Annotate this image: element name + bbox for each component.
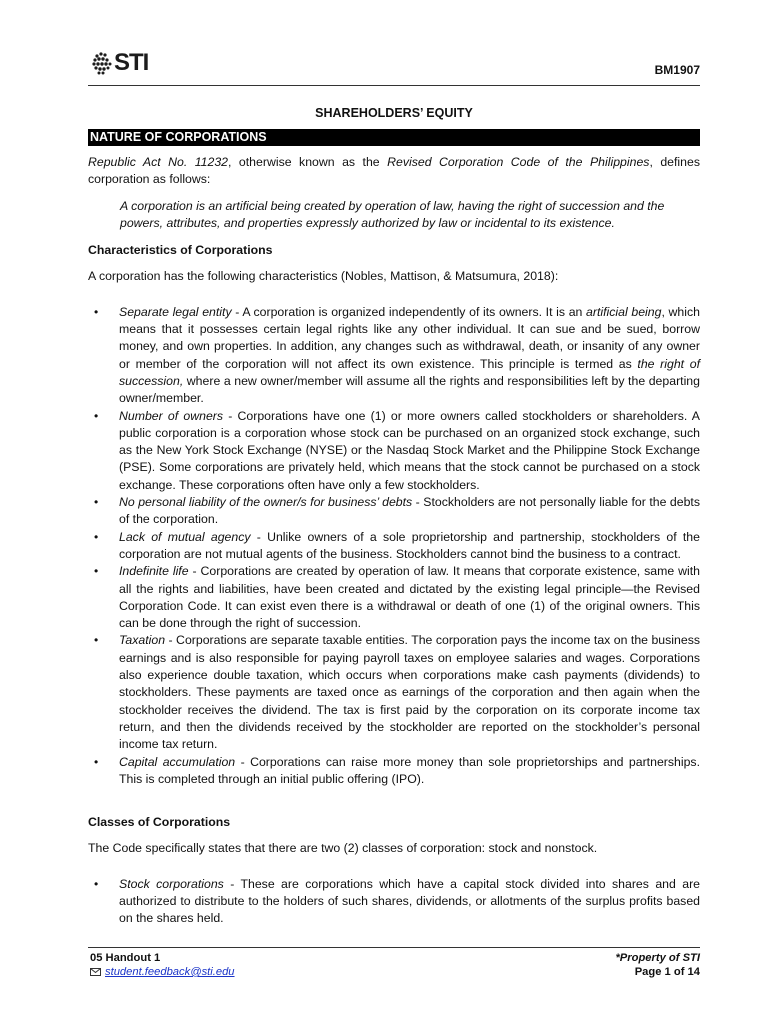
item-term: Taxation <box>119 633 166 648</box>
bullet-icon: • <box>94 564 99 579</box>
item-term: Indefinite life <box>119 564 189 579</box>
main-content <box>88 154 700 928</box>
bullet-icon: • <box>94 754 99 769</box>
footer-right <box>615 951 700 979</box>
page-title: SHAREHOLDERS’ EQUITY <box>315 106 473 120</box>
classes-list <box>88 876 700 928</box>
item-term: Separate legal entity <box>119 304 232 319</box>
list-item <box>88 632 700 753</box>
classes-lead: The Code specifically states that there are two (2) classes of corporation: stock and nonstock. <box>88 841 598 856</box>
bullet-icon: • <box>94 304 99 319</box>
list-item <box>88 563 700 632</box>
intro-paragraph <box>88 154 700 189</box>
characteristics-heading: Characteristics of Corporations <box>88 243 273 258</box>
intro-text-2: , defines corporation as follows: <box>88 155 700 187</box>
item-emphasis: artificial being <box>586 304 662 319</box>
list-item <box>88 494 700 529</box>
act-reference: Republic Act No. 11232 <box>88 155 229 169</box>
handout-label: 05 Handout 1 <box>90 952 161 964</box>
item-text: - Corporations have one (1) or more owners called stockholders or shareholders. A public corporation is a corporation whose stock can be purchased on an organized stock exchange, such as the New York Stock Exchange (NYSE) or the Nasdaq Stock Market and the Philippine Stock Exchange (PSE). Some corporations are privately held, which means that the stock cannot be purchased on a stock exchange. These corporations often have only a few stockholders. <box>119 408 700 492</box>
item-term: Number of owners <box>119 408 224 423</box>
footer-left <box>90 951 235 979</box>
envelope-icon <box>90 968 101 976</box>
list-item <box>88 876 700 928</box>
bullet-icon: • <box>94 876 99 891</box>
item-text: - Stockholders are not personally liable for the debts of the corporation. <box>119 495 700 527</box>
intro-text-1: , otherwise known as the <box>228 155 388 169</box>
logo-wordmark: STI <box>114 49 149 76</box>
bullet-icon: • <box>94 529 99 544</box>
feedback-email-link[interactable]: student.feedback@sti.edu <box>105 966 235 978</box>
item-text: - Corporations can raise more money than sole proprietorships and partnerships. This is completed through an initial public offering (IPO). <box>119 754 700 786</box>
bullet-icon: • <box>94 495 99 510</box>
code-name: Revised Corporation Code of the Philippines <box>387 155 650 169</box>
bullet-icon: • <box>94 408 99 423</box>
item-term: Lack of mutual agency <box>119 529 251 544</box>
item-term: Capital accumulation <box>119 754 236 769</box>
bullet-icon: • <box>94 633 99 648</box>
globe-logo-icon <box>92 50 114 76</box>
item-term: No personal liability of the owner/s for business’ debts <box>119 495 413 510</box>
definition-quote: A corporation is an artificial being created by operation of law, having the right of succession and the powers, attributes, and properties expressly authorized by law or incidental to its existence. <box>120 198 665 230</box>
item-text: - A corporation is organized independently of its owners. It is an <box>231 304 587 319</box>
item-text: - Unlike owners of a sole proprietorship and partnership, stockholders of the corporation are not mutual agents of the business. Stockholders cannot bind the business to a contract. <box>119 529 700 561</box>
characteristics-lead: A corporation has the following characteristics (Nobles, Mattison, & Matsumura, 2018): <box>88 269 559 284</box>
item-emphasis: the right of succession, <box>119 356 700 388</box>
item-text: where a new owner/member will assume all the rights and responsibilities left by the departing owner/member. <box>119 373 700 406</box>
sti-logo <box>92 50 152 76</box>
header-divider <box>88 85 700 86</box>
characteristics-list <box>88 304 700 788</box>
item-text: - Corporations are separate taxable entities. The corporation pays the income tax on the business earnings and is also responsible for paying payroll taxes on employee salaries and wages. Corporations also experience double taxation, which occurs when corporations make cash payments (dividends) to stockholders. These payments are taxed once as earnings of the corporation and then again when the stockholder receives the dividend. The tax is first paid by the corporation on its corporate income tax return, and then the dividends received by the stockholder are reported on the stockholder’s personal income tax return. <box>119 633 700 752</box>
list-item <box>88 529 700 564</box>
list-item <box>88 304 700 408</box>
footer-email-row <box>90 965 235 979</box>
item-term: Stock corporations <box>119 876 224 891</box>
item-text: , which means that it possesses certain legal rights like any other individual. It can sue and be sued, borrow money, and own properties. In addition, any changes such as withdrawal, death, or insanity of any owner or member of the corporation will not affect its own existence. This principle is termed as <box>119 304 700 371</box>
list-item <box>88 754 700 789</box>
property-notice: *Property of STI <box>615 952 700 964</box>
item-text: - Corporations are created by operation of law. It means that corporate existence, same with all the rights and liabilities, have been created and dictated by the existing legal principle—the Revised Corporation Code. It can exist even there is a withdrawal or death of one (1) of the original owners. This can be done through the right of succession. <box>119 564 700 631</box>
list-item <box>88 408 700 494</box>
item-text: - These are corporations which have a capital stock divided into shares and are authorized to distribute to the holders of such shares, dividends, or allotments of the surplus profits based on the shares held. <box>119 876 700 926</box>
footer-divider <box>88 947 700 948</box>
document-code: BM1907 <box>654 63 700 77</box>
page-number: Page 1 of 14 <box>634 966 700 978</box>
section-heading-bar: NATURE OF CORPORATIONS <box>88 129 700 146</box>
classes-heading: Classes of Corporations <box>88 815 231 830</box>
